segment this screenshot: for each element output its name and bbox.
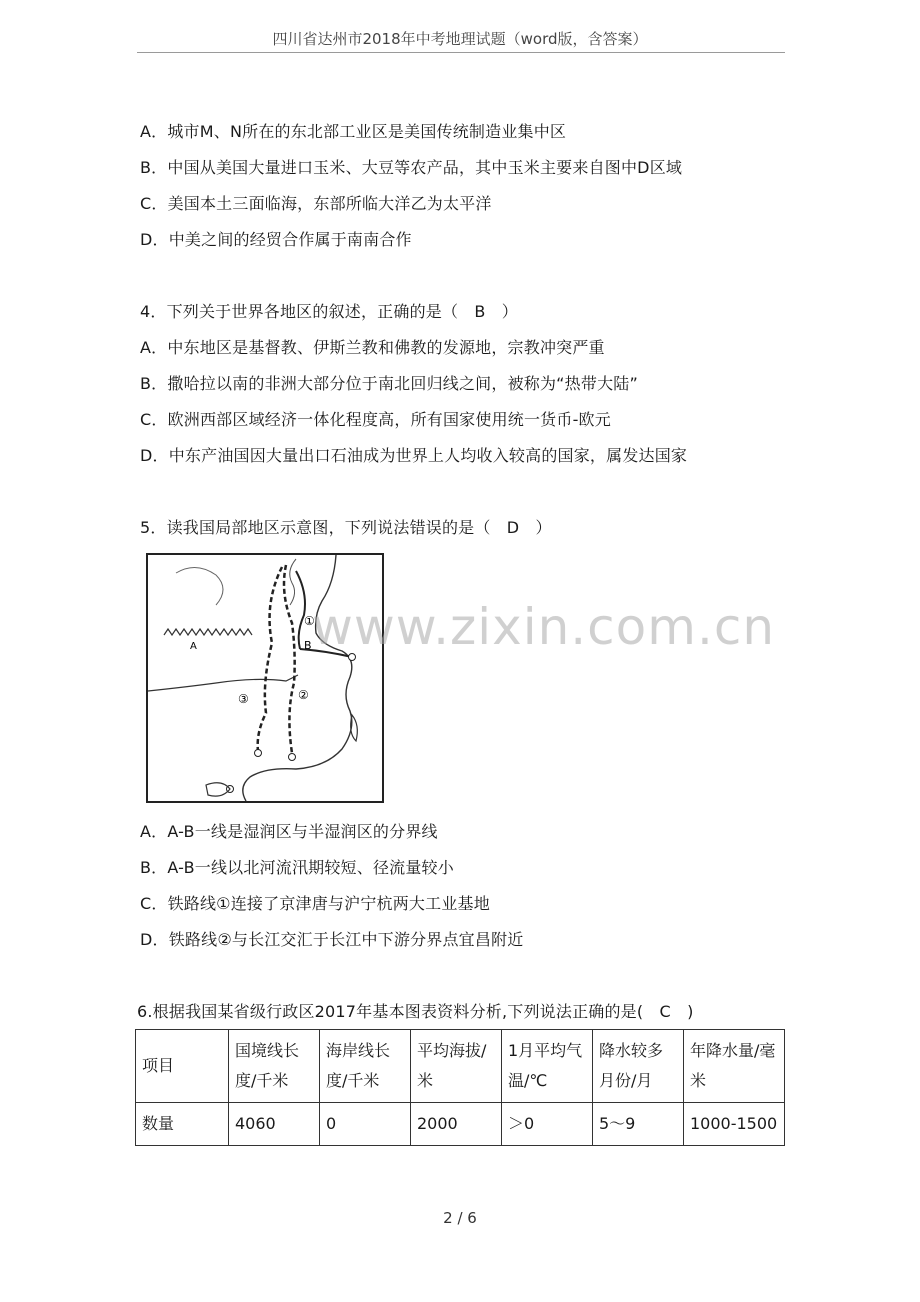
table-cell: 国境线长度/千米 — [229, 1030, 320, 1103]
q6-stem: 6.根据我国某省级行政区2017年基本图表资料分析,下列说法正确的是( C ) — [137, 1002, 694, 1021]
table-cell: 数量 — [136, 1103, 229, 1146]
label-railway-3: ③ — [238, 692, 249, 706]
q4-option-b: B．撒哈拉以南的非洲大部分位于南北回归线之间，被称为“热带大陆” — [140, 374, 638, 393]
q4-option-c: C．欧洲西部区域经济一体化程度高，所有国家使用统一货币-欧元 — [140, 410, 611, 429]
table-cell: 项目 — [136, 1030, 229, 1103]
page-header: 四川省达州市2018年中考地理试题（word版，含答案） — [272, 30, 648, 48]
table-cell: 降水较多月份/月 — [593, 1030, 684, 1103]
table-cell: 5～9 — [593, 1103, 684, 1146]
q5-option-d: D．铁路线②与长江交汇于长江中下游分界点宜昌附近 — [140, 930, 524, 949]
label-b: B — [304, 639, 312, 652]
table-cell: ＞0 — [502, 1103, 593, 1146]
label-railway-2: ② — [298, 688, 309, 702]
q3-option-c: C．美国本土三面临海，东部所临大洋乙为太平洋 — [140, 194, 492, 213]
q3-option-d: D．中美之间的经贸合作属于南南合作 — [140, 230, 412, 249]
table-row — [136, 1103, 785, 1146]
data-table — [135, 1029, 785, 1146]
table-row — [136, 1030, 785, 1103]
q4-option-d: D．中东产油国因大量出口石油成为世界上人均收入较高的国家，属发达国家 — [140, 446, 688, 465]
table-cell: 海岸线长度/千米 — [320, 1030, 411, 1103]
table-cell: 年降水量/毫米 — [684, 1030, 785, 1103]
q5-option-a: A．A-B一线是湿润区与半湿润区的分界线 — [140, 822, 438, 841]
table-cell: 0 — [320, 1103, 411, 1146]
table-cell: 1000-1500 — [684, 1103, 785, 1146]
page-number: 2 / 6 — [443, 1209, 477, 1227]
q5-option-c: C．铁路线①连接了京津唐与沪宁杭两大工业基地 — [140, 894, 490, 913]
table-cell: 1月平均气温/℃ — [502, 1030, 593, 1103]
city-marker — [255, 750, 262, 757]
q4-stem: 4．下列关于世界各地区的叙述，正确的是（ B ） — [140, 302, 518, 321]
table-cell: 平均海拔/米 — [411, 1030, 502, 1103]
q3-option-b: B．中国从美国大量进口玉米、大豆等农产品，其中玉米主要来自图中D区域 — [140, 158, 683, 177]
table-cell: 2000 — [411, 1103, 502, 1146]
q5-option-b: B．A-B一线以北河流汛期较短、径流量较小 — [140, 858, 454, 877]
table-cell: 4060 — [229, 1103, 320, 1146]
q4-option-a: A．中东地区是基督教、伊斯兰教和佛教的发源地，宗教冲突严重 — [140, 338, 605, 357]
label-a: A — [190, 641, 197, 652]
city-marker — [289, 754, 296, 761]
label-railway-1: ① — [304, 614, 315, 628]
header-divider — [137, 52, 785, 53]
watermark: www.zixin.com.cn — [312, 598, 776, 656]
q5-stem: 5．读我国局部地区示意图，下列说法错误的是（ D ） — [140, 518, 552, 537]
china-region-map — [146, 553, 384, 803]
q3-option-a: A．城市M、N所在的东北部工业区是美国传统制造业集中区 — [140, 122, 567, 141]
